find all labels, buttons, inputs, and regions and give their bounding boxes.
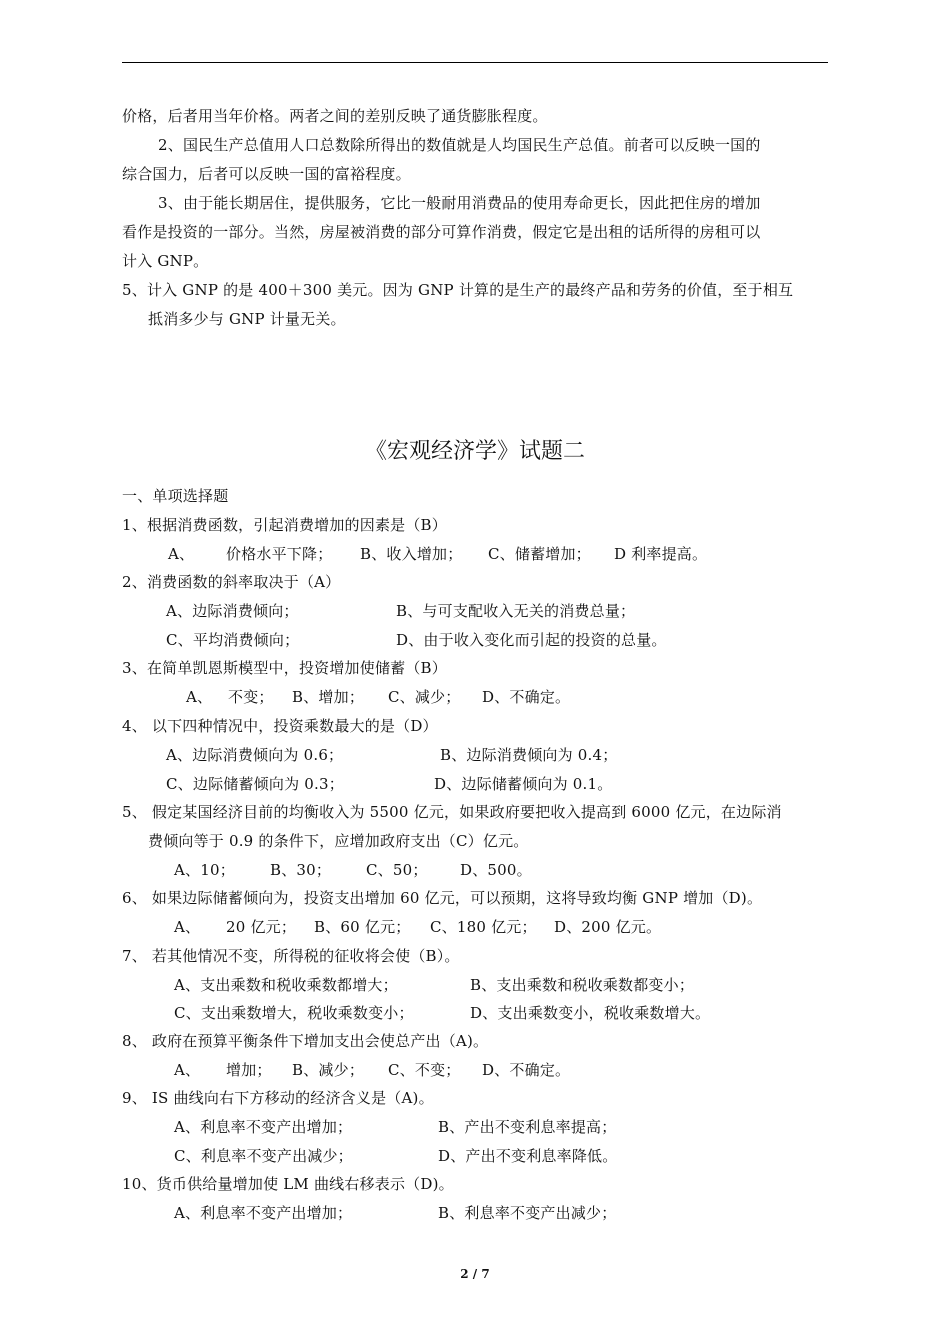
option: C、50； [366,861,428,879]
page-title: 《宏观经济学》试题二 [364,439,585,464]
option: C、利息率不变产出减少； [174,1147,353,1165]
question-10: 10、货币供给量增加使 LM 曲线右移表示（D)。 [122,1175,454,1193]
option: D、产出不变利息率降低。 [438,1147,618,1165]
text-line: 3、由于能长期居住，提供服务，它比一般耐用消费品的使用寿命更长，因此把住房的增加 [158,194,761,212]
option: C、边际储蓄倾向为 0.3； [166,775,344,793]
option: 不变； [228,688,274,706]
option: D、不确定。 [482,1061,571,1079]
option: 价格水平下降； [226,545,333,563]
question-5: 5、 假定某国经济目前的均衡收入为 5500 亿元，如果政府要把收入提高到 6000 亿元，在边际消 [122,803,782,821]
option: B、增加； [292,688,365,706]
section-heading: 一、单项选择题 [122,487,229,505]
option: C、180 亿元； [430,918,537,936]
question-3: 3、在简单凯恩斯模型中，投资增加使储蓄（B） [122,659,447,677]
option: D、由于收入变化而引起的投资的总量。 [396,631,667,649]
question-6: 6、 如果边际储蓄倾向为，投资支出增加 60 亿元，可以预期，这将导致均衡 GNP 增加（D)。 [122,889,763,907]
option: 增加； [226,1061,272,1079]
option: D、500。 [460,861,532,879]
option: D、边际储蓄倾向为 0.1。 [434,775,613,793]
option: A、边际消费倾向为 0.6； [166,746,344,764]
option: C、减少； [388,688,461,706]
option: A、边际消费倾向； [166,602,299,620]
option: D、支出乘数变小，税收乘数增大。 [470,1004,711,1022]
text-line: 5、计入 GNP 的是 400＋300 美元。因为 GNP 计算的是生产的最终产品和劳务的价值，至于相互 [122,281,794,299]
option: B、利息率不变产出减少； [438,1204,617,1222]
option: B、60 亿元； [314,918,411,936]
option: B、减少； [292,1061,365,1079]
option: D、200 亿元。 [554,918,662,936]
page-number: 2 / 7 [460,1267,490,1281]
option: A、支出乘数和税收乘数都增大； [174,976,398,994]
text-line: 计入 GNP。 [122,252,209,270]
option: B、与可支配收入无关的消费总量； [396,602,636,620]
option: B、支出乘数和税收乘数都变小； [470,976,695,994]
text-line: 价格，后者用当年价格。两者之间的差别反映了通货膨胀程度。 [122,107,548,125]
question-1: 1、根据消费函数，引起消费增加的因素是（B） [122,516,447,534]
question-9: 9、 IS 曲线向右下方移动的经济含义是（A)。 [122,1089,434,1107]
option: C、储蓄增加； [488,545,591,563]
question-2: 2、消费函数的斜率取决于（A） [122,573,341,591]
question-8: 8、 政府在预算平衡条件下增加支出会使总产出（A)。 [122,1032,489,1050]
option: D、不确定。 [482,688,571,706]
option: A、 [174,918,201,936]
option: B、30； [270,861,332,879]
option: B、收入增加； [360,545,463,563]
option: B、产出不变利息率提高； [438,1118,617,1136]
option: B、边际消费倾向为 0.4； [440,746,618,764]
option: A、10； [174,861,235,879]
text-line: 看作是投资的一部分。当然，房屋被消费的部分可算作消费，假定它是出租的话所得的房租可以 [122,223,761,241]
question-5-cont: 费倾向等于 0.9 的条件下，应增加政府支出（C）亿元。 [148,832,529,850]
text-line: 抵消多少与 GNP 计量无关。 [148,310,346,328]
option: A、利息率不变产出增加； [174,1118,353,1136]
question-4: 4、 以下四种情况中，投资乘数最大的是（D） [122,717,438,735]
header-rule [122,62,828,63]
option: C、平均消费倾向； [166,631,300,649]
question-7: 7、 若其他情况不变，所得税的征收将会使（B）。 [122,947,460,965]
option: A、 [174,1061,201,1079]
option: D 利率提高。 [614,545,708,563]
option: 20 亿元； [226,918,297,936]
text-line: 综合国力，后者可以反映一国的富裕程度。 [122,165,411,183]
option: A、利息率不变产出增加； [174,1204,353,1222]
text-line: 2、国民生产总值用人口总数除所得出的数值就是人均国民生产总值。前者可以反映一国的 [158,136,761,154]
option: C、支出乘数增大，税收乘数变小； [174,1004,414,1022]
option: A、 [186,688,213,706]
option: A、 [168,545,195,563]
option: C、不变； [388,1061,461,1079]
